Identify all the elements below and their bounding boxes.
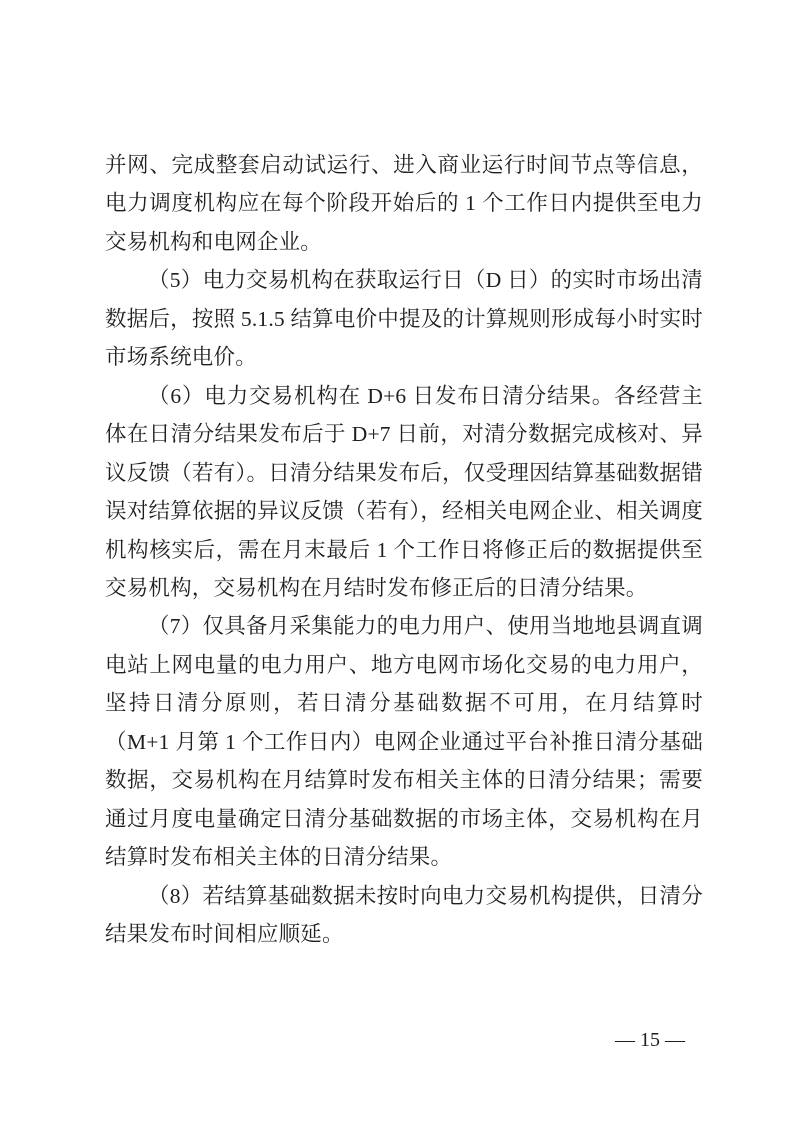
paragraph-continuation: 并网、完成整套启动试运行、进入商业运行时间节点等信息，电力调度机构应在每个阶段开始后的 1 个工作日内提供至电力交易机构和电网企业。	[105, 153, 703, 254]
paragraph-item-6: （6）电力交易机构在 D+6 日发布日清分结果。各经营主体在日清分结果发布后于 D+7 日前，对清分数据完成核对、异议反馈（若有）。日清分结果发布后，仅受理因结算基础数据错误对结算依据的异议反馈（若有），经相关电网企业、相关调度机构核实后，需在月末最后 1 个工作日将修正后的数据提供至交易机构，交易机构在月结时发布修正后的日清分结果。	[105, 383, 703, 600]
paragraph-item-8: （8）若结算基础数据未按时向电力交易机构提供，日清分结果发布时间相应顺延。	[105, 883, 703, 947]
paragraph-item-5: （5）电力交易机构在获取运行日（D 日）的实时市场出清数据后，按照 5.1.5 结算电价中提及的计算规则形成每小时实时市场系统电价。	[105, 268, 703, 370]
page-footer	[615, 1028, 685, 1052]
paragraph-item-7: （7）仅具备月采集能力的电力用户、使用当地地县调直调电站上网电量的电力用户、地方电网市场化交易的电力用户，坚持日清分原则，若日清分基础数据不可用，在月结算时（M+1 月第 1 个工作日内）电网企业通过平台补推日清分基础数据，交易机构在月结算时发布相关主体的日清分结果；需要通过月度电量确定日清分基础数据的市场主体，交易机构在月结算时发布相关主体的日清分结果。	[105, 614, 703, 870]
page-number: — 15 —	[615, 1029, 685, 1051]
document-body	[105, 146, 703, 954]
